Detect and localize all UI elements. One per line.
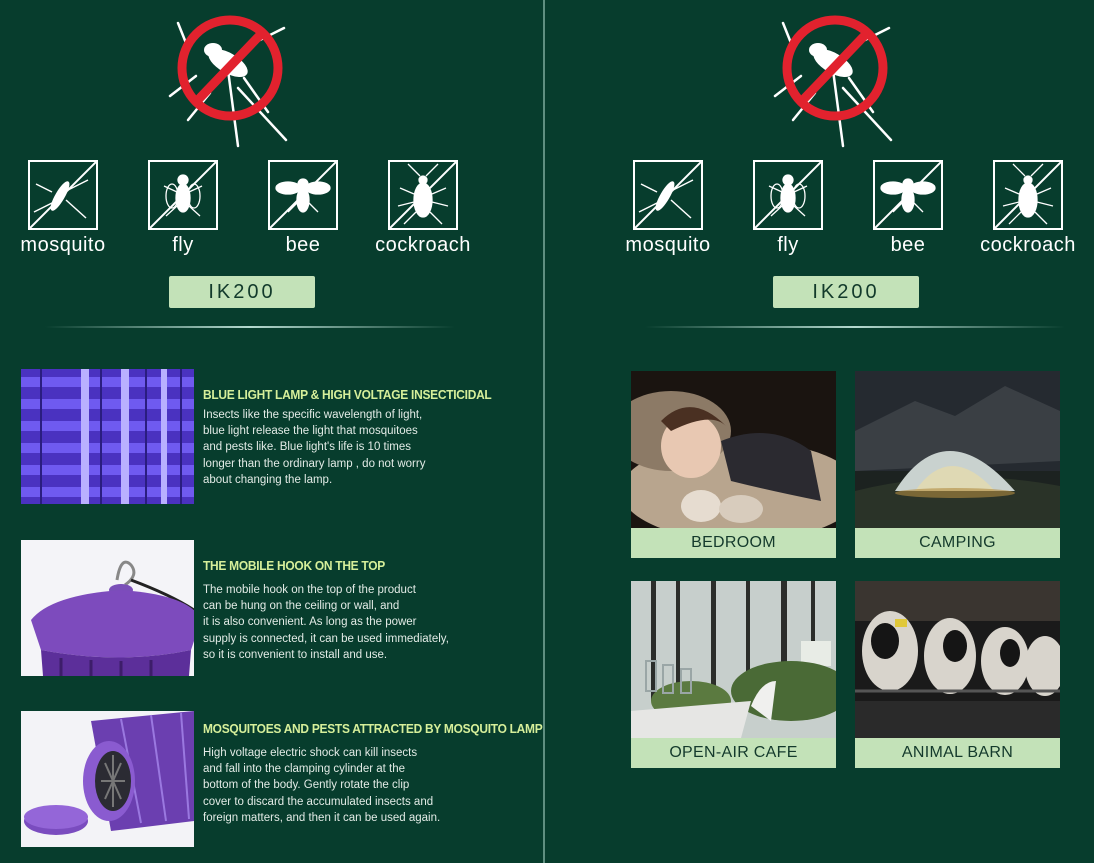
feature-body: Insects like the specific wavelength of light, blue light release the light that mosquitoes and pests like. Blue light's life is 10 times longer than the ordinary lamp , do not worry about changing the lamp. (203, 409, 426, 486)
scene-animal-barn (855, 581, 1060, 768)
insect-label: fly (172, 234, 194, 256)
mosquito-icon (28, 160, 98, 230)
scene-label: CAMPING (855, 528, 1060, 558)
insect-mosquito (608, 160, 728, 257)
insect-cockroach (363, 160, 483, 257)
model-badge: IK200 (773, 276, 919, 308)
feature-title: THE MOBILE HOOK ON THE TOP (203, 558, 385, 573)
right-panel (545, 0, 1094, 863)
scene-label: ANIMAL BARN (855, 738, 1060, 768)
cockroach-icon (993, 160, 1063, 230)
mosquito-icon (633, 160, 703, 230)
no-mosquito-icon (168, 8, 290, 148)
scene-label: OPEN-AIR CAFE (631, 738, 836, 768)
bee-icon (268, 160, 338, 230)
bee-icon (873, 160, 943, 230)
insect-label: cockroach (375, 234, 471, 256)
insect-label: mosquito (625, 234, 711, 256)
insect-cockroach (968, 160, 1088, 257)
insect-fly (123, 160, 243, 257)
feature-title: MOSQUITOES AND PESTS ATTRACTED BY MOSQUITO LAMP (203, 721, 543, 736)
insect-label: bee (890, 234, 926, 256)
divider-glow (45, 326, 455, 328)
divider-glow (645, 326, 1065, 328)
insect-label: bee (285, 234, 321, 256)
feature-body: High voltage electric shock can kill insects and fall into the clamping cylinder at the bottom of the body. Gently rotate the clip cover to discard the accumulated insects and foreign matters, and then it can be used again. (203, 747, 441, 824)
clip-cover-image (21, 711, 194, 847)
feature-title: BLUE LIGHT LAMP & HIGH VOLTAGE INSECTICIDAL (203, 387, 492, 402)
insect-label: fly (777, 234, 799, 256)
camping-photo (855, 371, 1060, 528)
model-badge: IK200 (169, 276, 315, 308)
feature-body: The mobile hook on the top of the product can be hung on the ceiling or wall, and it is also convenient. As long as the power supply is connected, it can be used immediately, so it is convenient to install and use. (203, 584, 449, 661)
scene-camping (855, 371, 1060, 558)
fly-icon (148, 160, 218, 230)
insect-fly (728, 160, 848, 257)
insect-bee (848, 160, 968, 257)
left-panel (0, 0, 543, 863)
insect-mosquito (3, 160, 123, 257)
bedroom-photo (631, 371, 836, 528)
open-air-cafe-photo (631, 581, 836, 738)
scene-open-air-cafe (631, 581, 836, 768)
insect-bee (243, 160, 363, 257)
scene-bedroom (631, 371, 836, 558)
cockroach-icon (388, 160, 458, 230)
fly-icon (753, 160, 823, 230)
insect-label: mosquito (20, 234, 106, 256)
mobile-hook-image (21, 540, 194, 676)
insect-label: cockroach (980, 234, 1076, 256)
blue-light-lamp-image (21, 369, 194, 504)
scene-label: BEDROOM (631, 528, 836, 558)
animal-barn-photo (855, 581, 1060, 738)
no-mosquito-icon (773, 8, 895, 148)
